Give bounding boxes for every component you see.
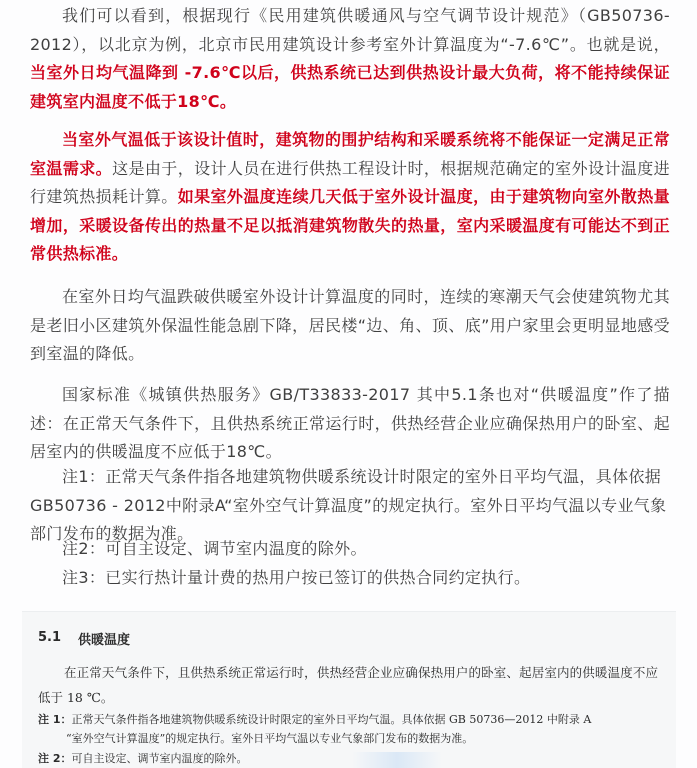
section-title: 供暖温度 xyxy=(78,633,131,648)
note-text: 注1：正常天气条件指各地建筑物供暖系统设计时限定的室外日平均气温，具体依据GB50736 - 2012中附录A“室外空气计算温度”的规定执行。室外日平均气温以专业气象部门发布的数据为准。 xyxy=(30,467,667,543)
scan-note-text: “室外空气计算温度”的规定执行。室外日平均气温以专业气象部门发布的数据为准。 xyxy=(66,732,474,745)
paragraph-cold-wave xyxy=(30,283,670,369)
standard-document-image xyxy=(22,611,676,768)
scan-note-text: 正常天气条件指各地建筑物供暖系统设计时限定的室外日平均气温。具体依据 GB 50736—2012 中附录 A xyxy=(71,713,592,726)
section-number: 5.1 xyxy=(38,630,62,645)
scan-note-text: 可自主设定、调节室内温度的除外。 xyxy=(71,752,248,765)
paragraph-text: 这是由于，设计人员在进行供热工程设计时，根据规范确定的室外设计温度进行建筑热损耗计算。 xyxy=(30,158,670,206)
emphasis-text: 如果室外温度连续几天低于室外设计温度，由于建筑物向室外散热量增加，采暖设备传出的热量不足以抵消建筑物散失的热量，室内采暖温度有可能达不到正常供热标准。 xyxy=(30,187,670,263)
scan-note-label: 注 1： xyxy=(38,713,72,726)
scan-note-1-continued xyxy=(66,729,663,748)
paragraph-below-design-value xyxy=(30,126,670,269)
emphasis-text: 当室外日均气温降到 -7.6℃以后，供热系统已达到供热设计最大负荷，将不能持续保证建筑室内温度不低于18℃。 xyxy=(30,63,670,111)
note-2 xyxy=(30,535,670,564)
paragraph-text: 国家标准《城镇供热服务》GB/T33833-2017 其中5.1条也对“供暖温度”作了描述：在正常天气条件下，且供热系统正常运行时，供热经营企业应确保热用户的卧室、起居室内的供暖温度不应低于18℃。 xyxy=(30,385,670,461)
scan-note-2 xyxy=(38,749,663,768)
emphasis-text: 当室外气温低于该设计值时，建筑物的围护结构和采暖系统将不能保证一定满足正常室温需求。 xyxy=(30,130,670,178)
section-body: 在正常天气条件下，且供热系统正常运行时，供热经营企业应确保热用户的卧室、起居室内的供暖温度不应低于 18 ℃。 xyxy=(38,665,658,705)
paragraph-design-temperature xyxy=(30,2,670,116)
paragraph-national-standard xyxy=(30,381,670,467)
paragraph-text: 我们可以看到，根据现行《民用建筑供暖通风与空气调节设计规范》（GB50736-2012），以北京为例，北京市民用建筑设计参考室外计算温度为“-7.6℃”。也就是说， xyxy=(30,6,670,54)
scan-note-1 xyxy=(38,710,663,729)
note-text: 注3：已实行热计量计费的热用户按已签订的供热合同约定执行。 xyxy=(62,568,531,587)
scan-highlight-mark xyxy=(352,752,442,768)
note-3 xyxy=(30,564,670,593)
note-text: 注2：可自主设定、调节室内温度的除外。 xyxy=(62,539,367,558)
scan-note-label: 注 2： xyxy=(38,752,72,765)
paragraph-text: 在室外日均气温跌破供暖室外设计计算温度的同时，连续的寒潮天气会使建筑物尤其是老旧小区建筑外保温性能急剧下降，居民楼“边、角、顶、底”用户家里会更明显地感受到室温的降低。 xyxy=(30,287,670,363)
